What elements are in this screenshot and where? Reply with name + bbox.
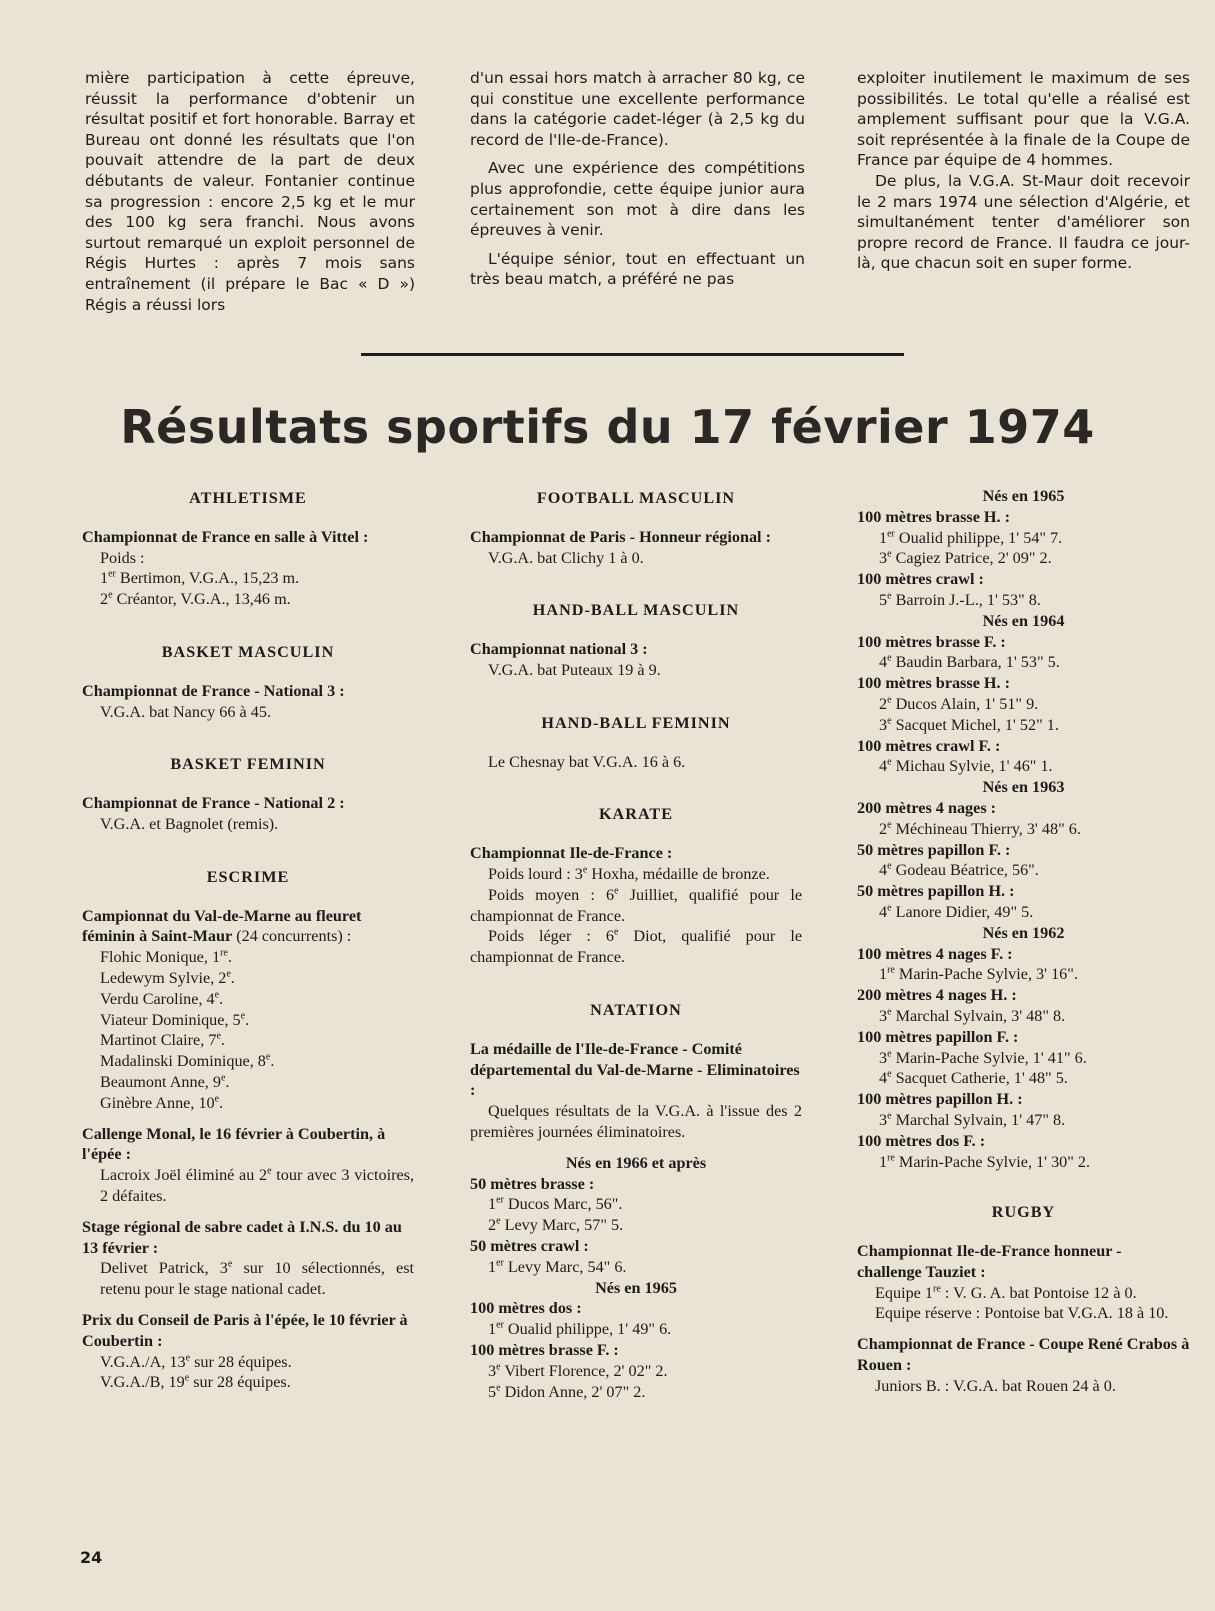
- event-title: 100 mètres brasse H. :: [857, 674, 1010, 693]
- result-line: V.G.A. et Bagnolet (remis).: [100, 814, 279, 833]
- result-line: V.G.A./B, 19e sur 28 équipes.: [100, 1372, 291, 1392]
- result-line: 4e Lanore Didier, 49" 5.: [879, 902, 1034, 921]
- result-line: 3e Marin-Pache Sylvie, 1' 41" 6.: [879, 1048, 1087, 1067]
- result-line: 3e Cagiez Patrice, 2' 09" 2.: [879, 549, 1052, 568]
- ranking-list: [82, 947, 414, 1113]
- result-line: 1er Oualid philippe, 1' 49" 6.: [488, 1319, 672, 1339]
- result-line: 4e Michau Sylvie, 1' 46" 1.: [879, 756, 1053, 776]
- result-line: 1er Ducos Marc, 56".: [488, 1194, 623, 1214]
- result-line: 2e Ducos Alain, 1' 51" 9.: [879, 694, 1039, 713]
- article-column-2: [470, 68, 805, 298]
- article-paragraph: d'un essai hors match à arracher 80 kg, ce qui constitue une excellente performance dans la catégorie cadet-léger (à 2,5 kg du record de l'Ile-de-France).: [470, 69, 805, 149]
- result-line: Equipe 1re : V. G. A. bat Pontoise 12 à 0.: [875, 1283, 1137, 1302]
- ranking-item: Beaumont Anne, 9e.: [100, 1072, 230, 1091]
- competition-title: Callenge Monal, le 16 février à Coubertin, à l'épée :: [82, 1124, 386, 1164]
- ranking-item: Ginèbre Anne, 10e.: [100, 1093, 224, 1112]
- result-line: 1er Levy Marc, 54" 6.: [488, 1257, 627, 1276]
- section-heading-rugby: RUGBY: [991, 1203, 1056, 1222]
- result-line: 4e Godeau Béatrice, 56".: [879, 860, 1039, 880]
- competition-title: Championnat national 3 :: [470, 640, 648, 659]
- result-line: Le Chesnay bat V.G.A. 16 à 6.: [488, 752, 686, 771]
- section-heading-athletisme: ATHLETISME: [189, 489, 307, 507]
- result-line: 5e Barroin J.-L., 1' 53" 8.: [879, 590, 1041, 609]
- article-paragraph: De plus, la V.G.A. St-Maur doit recevoir le 2 mars 1974 une sélection d'Algérie, et simultanément tenter d'améliorer son propre record de France. Il faudra ce jour-là, que chacun soit en super forme.: [857, 171, 1190, 273]
- results-column-2: [470, 488, 802, 1402]
- event-title: 50 mètres brasse :: [470, 1174, 595, 1193]
- section-heading-natation: NATATION: [590, 1000, 682, 1019]
- competition-title: Stage régional de sabre cadet à I.N.S. du 10 au 13 février :: [82, 1217, 402, 1257]
- event-title: 50 mètres papillon F. :: [857, 840, 1011, 859]
- result-line: Poids léger : 6e Diot, qualifié pour le championnat de France.: [470, 926, 803, 967]
- competition-title: Championnat Ile-de-France honneur - challenge Tauziet :: [857, 1242, 1122, 1281]
- event-title: 50 mètres papillon H. :: [857, 882, 1015, 901]
- article-column-1: [85, 68, 415, 323]
- page-title: Résultats sportifs du 17 février 1974: [120, 400, 1095, 454]
- competition-title: Championnat de France en salle à Vittel :: [82, 527, 369, 546]
- result-line: 5e Didon Anne, 2' 07" 2.: [488, 1382, 646, 1401]
- event-title: 100 mètres crawl :: [857, 570, 984, 589]
- ranking-item: Ledewym Sylvie, 2e.: [100, 968, 235, 987]
- result-line: V.G.A./A, 13e sur 28 équipes.: [100, 1352, 292, 1371]
- ranking-item: Martinot Claire, 7e.: [100, 1030, 225, 1050]
- result-line: 1er Oualid philippe, 1' 54" 7.: [879, 528, 1063, 547]
- competition-title: Prix du Conseil de Paris à l'épée, le 10 février à Coubertin :: [82, 1310, 408, 1350]
- event-title: 100 mètres brasse F. :: [857, 632, 1006, 651]
- intro-text: Quelques résultats de la V.G.A. à l'issue des 2 premières journées éliminatoires.: [470, 1102, 802, 1141]
- result-line: 2e Levy Marc, 57" 5.: [488, 1215, 624, 1235]
- ranking-item: Madalinski Dominique, 8e.: [100, 1051, 275, 1071]
- age-group-title: Nés en 1965: [982, 487, 1065, 505]
- result-line: 3e Marchal Sylvain, 3' 48" 8.: [879, 1006, 1066, 1025]
- competition-title: Championnat de France - National 3 :: [82, 681, 345, 700]
- results-column-3: [857, 486, 1190, 1397]
- article-paragraph: L'équipe sénior, tout en effectuant un très beau match, a préféré ne pas: [470, 249, 805, 289]
- event-title: 100 mètres brasse F. :: [470, 1340, 619, 1359]
- article-column-3: [857, 68, 1190, 282]
- event-title: 100 mètres papillon F. :: [857, 1027, 1019, 1046]
- event-title: 100 mètres dos F. :: [857, 1131, 986, 1150]
- result-line: 1re Marin-Pache Sylvie, 1' 30" 2.: [879, 1152, 1091, 1171]
- event-title: 50 mètres crawl :: [470, 1236, 589, 1255]
- result-line: V.G.A. bat Nancy 66 à 45.: [100, 702, 271, 721]
- result-line: 3e Vibert Florence, 2' 02" 2.: [488, 1361, 668, 1380]
- event-title: 100 mètres dos :: [470, 1299, 582, 1318]
- event-title: 200 mètres 4 nages :: [857, 798, 997, 817]
- section-heading-karate: KARATE: [598, 805, 674, 824]
- page-number: 24: [80, 1548, 103, 1567]
- article-paragraph: Avec une expérience des compétitions plus approfondie, cette équipe junior aura certainement son mot à dire dans les épreuves à venir.: [470, 159, 805, 240]
- result-line: Equipe réserve : Pontoise bat V.G.A. 18 à 10.: [875, 1304, 1169, 1323]
- event-title: 100 mètres papillon H. :: [857, 1090, 1023, 1109]
- article-paragraph: exploiter inutilement le maximum de ses possibilités. Le total qu'elle a réalisé est amplement suffisant pour que la V.G.A. soit représentée à la finale de la Coupe de France par équipe de 4 hommes.: [857, 69, 1190, 170]
- category-label: Poids :: [100, 548, 145, 567]
- section-divider: [361, 353, 904, 356]
- competition-title: Campionnat du Val-de-Marne au fleuret féminin à Saint-Maur (24 concurrents) :: [82, 906, 362, 946]
- result-line: V.G.A. bat Clichy 1 à 0.: [488, 548, 644, 567]
- result-line: 1re Marin-Pache Sylvie, 3' 16".: [879, 964, 1078, 984]
- result-line: Juniors B. : V.G.A. bat Rouen 24 à 0.: [875, 1376, 1116, 1395]
- result-line: 4e Baudin Barbara, 1' 53" 5.: [879, 652, 1060, 672]
- article-paragraph: mière participation à cette épreuve, réussit la performance d'obtenir un résultat positif et fort honorable. Barray et Bureau ont donné les résultats que l'on pouvait attendre de la part de deux débutants de valeur. Fontanier continue sa progression : encore 2,5 kg et le mur des 100 kg sera franchi. Nous avons surtout remarqué un exploit personnel de Régis Hurtes : après 7 mois sans entraînement (il prépare le Bac « D ») Régis a réussi lors: [85, 69, 415, 314]
- ranking-item: Verdu Caroline, 4e.: [100, 989, 224, 1008]
- results-column-1: [82, 488, 414, 1393]
- result-line: 2e Créantor, V.G.A., 13,46 m.: [100, 589, 291, 609]
- result-line: 3e Sacquet Michel, 1' 52" 1.: [879, 715, 1059, 734]
- section-heading-handball-masculin: HAND-BALL MASCULIN: [532, 601, 740, 620]
- age-group-title: Nés en 1962: [982, 923, 1065, 942]
- event-title: 200 mètres 4 nages H. :: [857, 986, 1017, 1005]
- competition-title: Championnat de France - Coupe René Crabos à Rouen :: [857, 1335, 1190, 1375]
- result-line: 4e Sacquet Catherie, 1' 48" 5.: [879, 1068, 1068, 1088]
- result-line: Poids lourd : 3e Hoxha, médaille de bronze.: [488, 864, 770, 883]
- event-title: 100 mètres brasse H. :: [857, 507, 1010, 526]
- result-line: Lacroix Joël éliminé au 2e tour avec 3 victoires, 2 défaites.: [100, 1165, 415, 1205]
- competition-title: La médaille de l'Ile-de-France - Comité départemental du Val-de-Marne - Eliminatoires :: [470, 1039, 800, 1100]
- age-group-title: Nés en 1965: [595, 1278, 677, 1297]
- section-heading-handball-feminin: HAND-BALL FEMININ: [541, 713, 731, 732]
- result-line: V.G.A. bat Puteaux 19 à 9.: [488, 660, 661, 679]
- section-heading-basket-feminin: BASKET FEMININ: [170, 755, 326, 774]
- section-heading-escrime: ESCRIME: [206, 867, 290, 886]
- result-line: 1er Bertimon, V.G.A., 15,23 m.: [100, 569, 300, 588]
- section-heading-football: FOOTBALL MASCULIN: [536, 489, 736, 507]
- competition-title: Championnat de France - National 2 :: [82, 794, 345, 813]
- event-title: 100 mètres 4 nages F. :: [857, 944, 1013, 963]
- competition-title: Championnat de Paris - Honneur régional :: [470, 527, 771, 546]
- age-group-title: Nés en 1963: [982, 778, 1065, 797]
- age-group-title: Nés en 1966 et après: [565, 1153, 707, 1172]
- result-line: 3e Marchal Sylvain, 1' 47" 8.: [879, 1110, 1066, 1129]
- ranking-item: Flohic Monique, 1re.: [100, 947, 232, 967]
- event-title: 100 mètres crawl F. :: [857, 736, 1001, 755]
- competition-title: Championnat Ile-de-France :: [470, 844, 673, 863]
- age-group-title: Nés en 1964: [982, 611, 1065, 630]
- result-line: Poids moyen : 6e Juilliet, qualifié pour le championnat de France.: [470, 885, 803, 925]
- result-line: 2e Méchineau Thierry, 3' 48" 6.: [879, 819, 1081, 838]
- section-heading-basket-masculin: BASKET MASCULIN: [161, 642, 335, 661]
- result-line: Delivet Patrick, 3e sur 10 sélectionnés, est retenu pour le stage national cadet.: [100, 1258, 414, 1299]
- ranking-item: Viateur Dominique, 5e.: [100, 1010, 250, 1029]
